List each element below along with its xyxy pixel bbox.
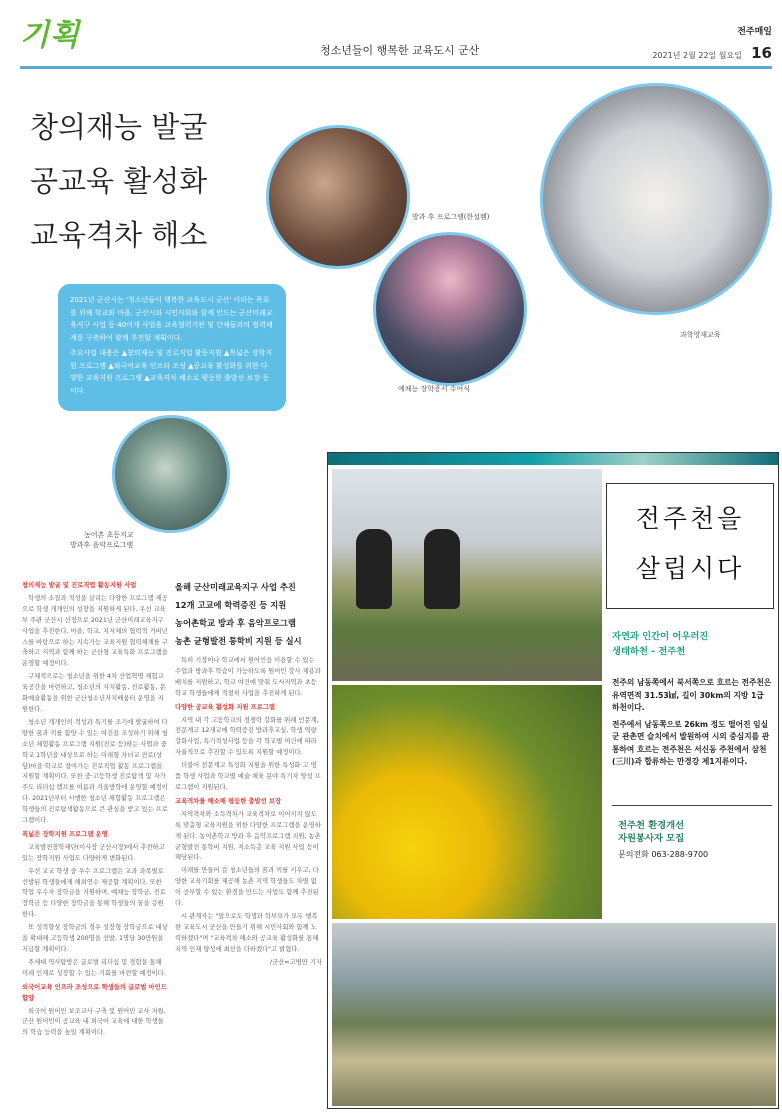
intro-paragraph: 주요사업 내용은 ▲창의재능 및 진로직업 활동지원 ▲목넓은 장학지원 프로그램 ▲외국어교육 인프라 조성 ▲공교육 활성화를 위한 다양한 교육지원 프로그램 ▲교육격차 해소로 평등한 출발선 보장 등이다.	[70, 349, 273, 395]
advertisement-jeonjucheon	[327, 452, 779, 1109]
ad-photo-river	[332, 923, 776, 1106]
article-paragraph: 지역 내 각 고등학교의 경쟁력 강화를 위해 인문계, 전문계고 12개교에 학력증진 방과후교실, 학생 역량강화사업, 특기적성사업 등을 각 학교별 여건에 따라 자율적으로 추진할 수 있도록 지원할 예정이다.	[175, 716, 319, 757]
article-paragraph: 학생의 소질과 적성을 살리는 다양한 프로그램 제공으로 학생 개개인의 성장을 지원하게 된다. 우선 교육부 주관 군산시 선정으로 2021년 군산미래교육지구 사업을 추진한다. 마을, 학교, 지자체의 협력적 거버넌스를 바탕으로 하는 지속가능 교육지원 협력체계를 구축하고 지역과 함께 하는 군산형 교육특화 프로그램을 운영할 예정이다.	[22, 594, 168, 668]
article-paragraph: 우선 교교 학생 중 우수 프로그램은 교과 과목별로 선발된 학생들에게 해외연수 제공할 계획이다. 또한 학업 우수자 장학금을 지원하며, 예체능 장학금, 진로 장학금 등 다양한 장학금을 통해 학생들의 꿈을 응원한다.	[22, 867, 166, 919]
article-paragraph: 지역격차와 소득격차가 교육격차로 이어지지 않도록 맞춤형 교육지원을 위한 다양한 프로그램을 운영하게 된다. 농어촌학교 방과 후 음악프로그램 지원, 농촌 균형발전 통학비 지원, 저소득층 교육 지원 사업 등이 해당된다.	[175, 810, 321, 862]
ad-body-text	[612, 677, 772, 769]
highlight-line: 농촌 균형발전 통학비 지원 등 실시	[175, 636, 302, 646]
intro-box	[58, 284, 286, 411]
cyclist-figure	[424, 529, 460, 609]
photo-caption: 방과후 음악프로그램	[70, 541, 134, 549]
article-paragraph: 더불어 전문계고 특성화 지원을 위한 특성화 고 명품 학생 사업과 학교별 예술·체육 분야 특기자 양성 프로그램이 지원된다.	[175, 762, 321, 791]
header-rule	[20, 66, 772, 69]
article-paragraph: 외국어 원어민 보조교사 구축 및 원어민 교사 지원, 군산 원어민이 공교육 내 외국어 교육에 대한 학생들의 학습 능력을 높일 계획이다.	[22, 1007, 166, 1037]
article-paragraph: 미래를 만들어 갈 청소년들의 꿈과 끼를 키우고, 다양한 교육기회를 제공해 농촌 지역 학생들도 차별 없이 공부할 수 있는 환경을 만드는 사업도 함께 추진된다.	[175, 867, 319, 908]
photo-caption: 과학영재교육	[680, 331, 721, 339]
article-column-left	[22, 578, 169, 1108]
article-paragraph: 시 관계자는 "앞으로도 학생과 학부모가 모두 행복한 교육도시 군산을 만들기 위해 시민사회와 함께 노력하겠다"며 "교육격차 해소와 공교육 활성화를 통해 지역 인재 양성에 최선을 다하겠다"고 밝혔다.	[175, 912, 319, 953]
photo-caption: 예체능 장학증서 수여식	[398, 385, 471, 393]
article-column-right	[175, 578, 322, 1108]
article-subheading: 창의재능 발굴 및 진로직업 활동지원 사업	[22, 582, 137, 589]
ad-headline-line: 전주천을	[635, 504, 745, 533]
article-paragraph: 또 성적향상 장학금의 경우 성장형 장학금으로 대상을 확대해 고등학생 200명을 선발, 1명당 30만원을 지급할 계획이다.	[22, 924, 168, 953]
issue-date: 2021년 2월 22일 월요일	[652, 51, 742, 60]
photo-caption: 방과 후 프로그램(한설렘)	[412, 213, 490, 221]
ad-tagline-line: 자연과 인간이 어우러진	[612, 631, 709, 642]
title-line: 창의재능 발굴	[30, 110, 208, 144]
article-paragraph: 특히 기장이나 학교에서 원어민을 이용할 수 있는 수업과 방과후 학습이 가능하도록 원어민 강사 채용과 배치를 지원하고, 학교 여건에 맞춰 도서지역과 초등학교 학생들에게 적절히 사업을 추진하게 된다.	[175, 657, 321, 697]
ad-tagline	[612, 629, 772, 659]
ad-body-paragraph: 전주에서 남동쪽으로 26km 정도 떨어진 임실군 관촌면 슬치에서 발원하여 시의 중심지를 관통하여 흐르는 전주천은 서신동 주천에서 삼천(三川)과 합류하는 만경강 제1지류이다.	[612, 719, 770, 766]
photo-science-class	[540, 83, 772, 315]
ad-volunteer-line: 자원봉사자 모집	[618, 833, 685, 844]
section-logo: 기획	[20, 18, 80, 53]
photo-music-program	[112, 415, 230, 533]
cyclist-figure	[356, 529, 392, 609]
highlight-line: 농어촌학교 방과 후 음악프로그램	[175, 618, 296, 628]
article-paragraph: 청소년 개개인의 적성과 특기를 조기에 발굴하여 다양한 꿈과 끼를 함양 수 있는 여건을 조성하기 위해 청소년 체험활동 프로그램 지원(진로 등)하는 사업과 중학교 1학년을 대상으로 하는 미래형 자녀교 진로(상담)마을 학교로 참여가는 진로직업 활동 프로그램을 지원할 계획이다. 또한 중·고등학생 진로탐색 및 자가주도 리더십 캠프를 여름과 겨울방학에 운영할 예정이다. 2021년부터 시행한 청소년 체험활동 프로그램은 학생들의 진로탐색활동으로 큰 관심을 받고 있는 프로그램이다.	[22, 718, 168, 825]
newspaper-name: 전주매일	[737, 27, 772, 37]
article-subheading: 외국어교육 인프라 조성으로 학생들의 글로벌 마인드 함양	[22, 983, 167, 1002]
ad-volunteer-recruit	[618, 819, 684, 845]
section-subtitle: 청소년들이 행복한 교육도시 군산	[320, 44, 480, 57]
ad-headline-line: 살립시다	[635, 554, 745, 583]
ad-divider	[612, 805, 772, 806]
article-column-right-text	[175, 656, 322, 968]
ad-volunteer-line: 전주천 환경개선	[618, 820, 685, 831]
ad-headline	[606, 483, 774, 609]
highlight-line: 올해 군산미래교육지구 사업 추진	[175, 582, 296, 592]
page-header	[0, 0, 782, 70]
title-line: 공교육 활성화	[30, 164, 208, 198]
photo-caption: 농어촌 초등지교	[84, 531, 134, 539]
article-title	[30, 100, 260, 262]
article-subheading: 폭넓은 장학지원 프로그램 운영	[22, 830, 108, 838]
article-body	[22, 578, 324, 1108]
photo-scholarship-ceremony	[373, 232, 527, 386]
title-line: 교육격차 해소	[30, 218, 208, 252]
article-paragraph: 구체적으로는 청소년을 위한 4차 산업혁명 체험교육공간을 마련하고, 청소년의 자치활동, 진로활동, 문화예술활동을 위한 군산청소년자치배움터 운영을 지원한다.	[22, 673, 166, 713]
highlight-line: 12개 고교에 학력증진 등 지원	[175, 600, 287, 610]
ad-body-paragraph: 전주의 남동쪽에서 북서쪽으로 흐르는 전주천은 유역면적 31.53㎢, 길이 30km의 지방 1급 하천이다.	[612, 678, 772, 712]
ad-contact-phone: 문의전화 063-288-9700	[618, 850, 709, 859]
article-subheading: 교육격차를 해소해 평등한 출발선 보장	[175, 797, 282, 805]
ad-photo-cyclists	[332, 469, 602, 681]
article-byline: /군산=고병만 기자	[270, 958, 322, 966]
article-paragraph: 교육발전장학재단(이사장 군산시장)에서 추진하고 있는 장학지원 사업도 다양하게 변화된다.	[22, 843, 165, 862]
ad-top-stripe	[328, 453, 778, 465]
article-subheading: 다양한 공교육 활성화 지원 프로그램	[175, 703, 276, 711]
highlight-headlines	[175, 578, 322, 650]
ad-photo-flowers	[332, 685, 602, 919]
ad-tagline-line: 생태하천 - 전주천	[612, 646, 686, 657]
intro-paragraph: 2021년 군산시는 '청소년들이 행복한 교육도시 군산' 이라는 목표를 위해 학교와 마을, 군산시와 시민사회와 함께 만드는 군산미래교육지구 사업 등 40여개 사업을 교육협력기관 및 단체들과의 협력체계를 구축하여 함께 추진할 계획이다.	[70, 296, 273, 342]
page-number: 16	[751, 44, 772, 62]
article-paragraph: 주세대 역사탐방은 글로벌 리더십 및 경험을 통해 미래 인재로 성장할 수 있는 기회를 마련할 예정이다.	[22, 958, 166, 977]
photo-afterschool-program	[266, 125, 410, 269]
